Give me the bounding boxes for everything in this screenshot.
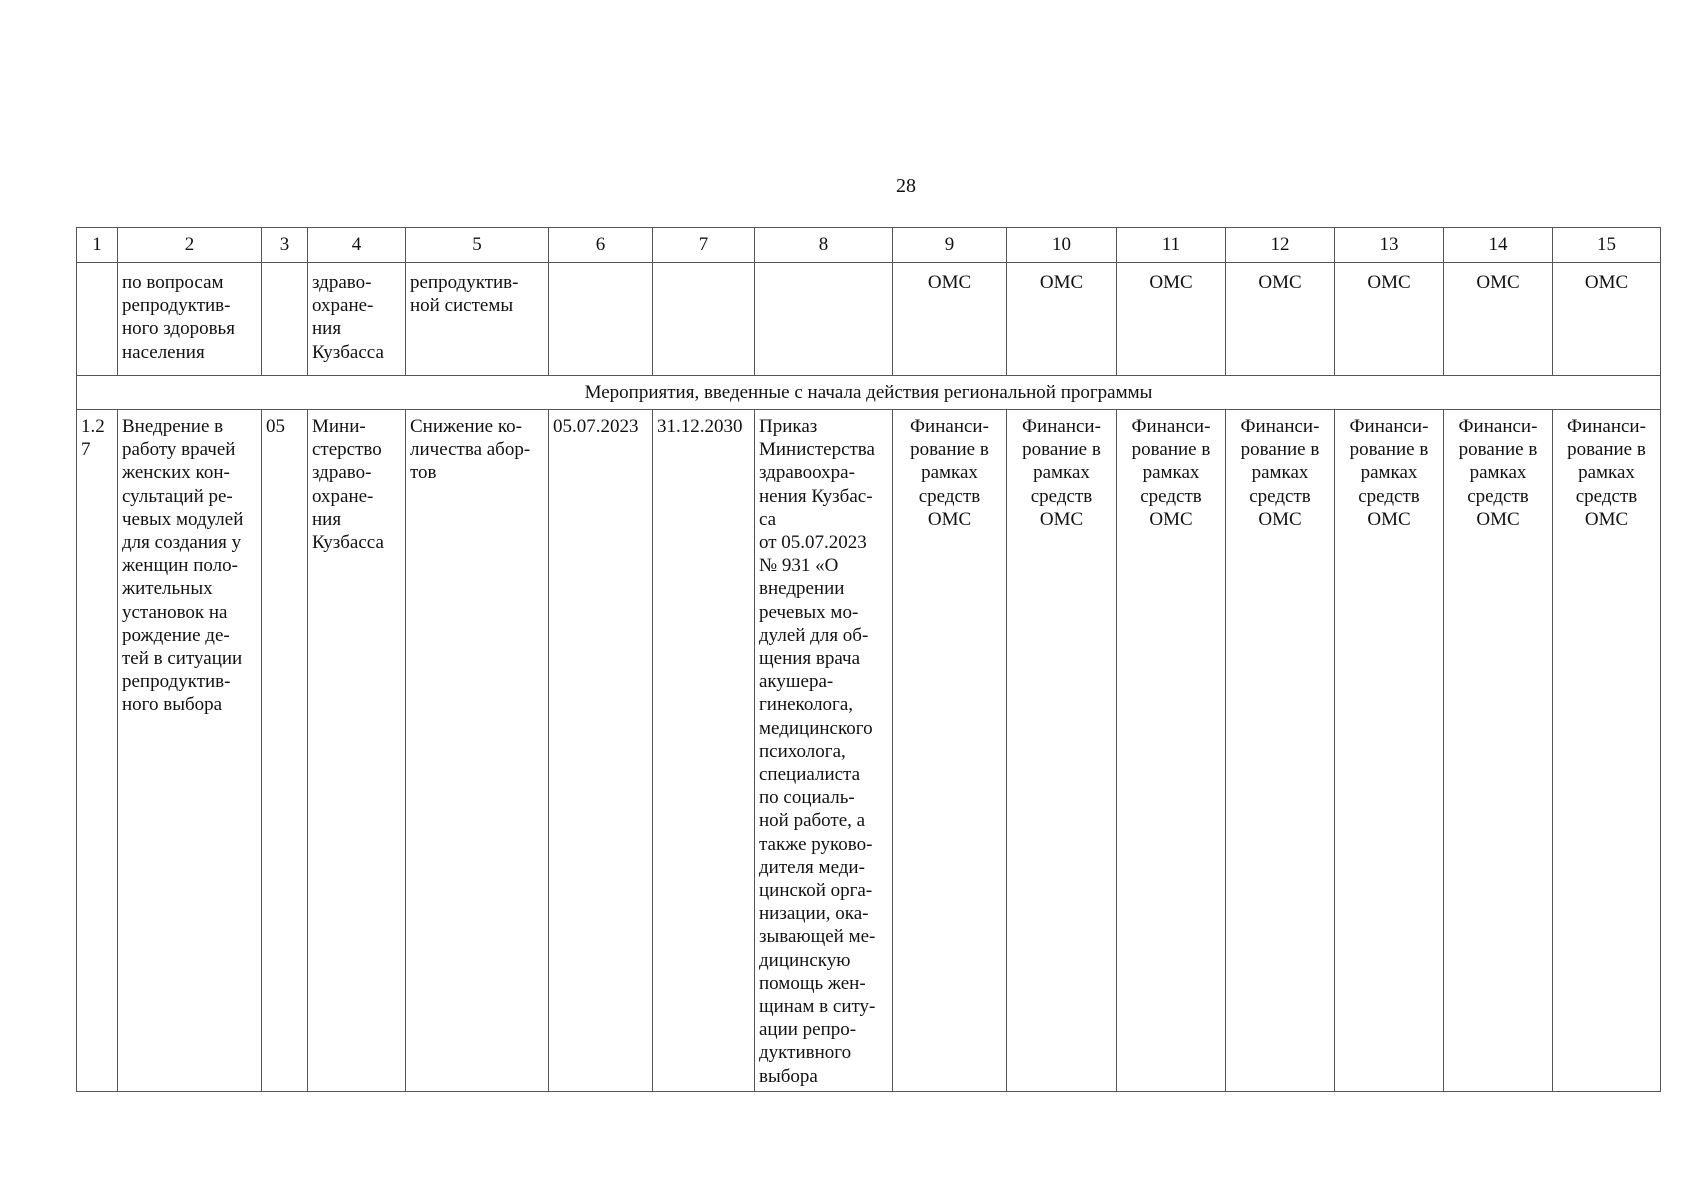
cell-activity-name: по вопросам репродуктив- ного здоровья населения xyxy=(118,263,262,376)
column-header: 11 xyxy=(1117,228,1226,263)
cell-result: репродуктив- ной системы xyxy=(406,263,549,376)
cell-end-date: 31.12.2030 xyxy=(653,410,755,1092)
cell-code: 05 xyxy=(262,410,308,1092)
cell-start-date xyxy=(549,263,653,376)
page-number: 28 xyxy=(896,175,916,197)
cell-activity-name: Внедрение в работу врачей женских кон- сультаций ре- чевых модулей для создания у женщин поло- жительных установок на рождение де- тей в ситуации репродуктив- ного выбора xyxy=(118,410,262,1092)
cell-code xyxy=(262,263,308,376)
column-header: 6 xyxy=(549,228,653,263)
cell-executor: Мини- стерство здраво- охране- ния Кузбасса xyxy=(308,410,406,1092)
column-header: 2 xyxy=(118,228,262,263)
column-header: 5 xyxy=(406,228,549,263)
cell-number xyxy=(77,263,118,376)
cell-document xyxy=(755,263,893,376)
cell-result: Снижение ко- личества абор- тов xyxy=(406,410,549,1092)
cell-executor: здраво- охране- ния Кузбасса xyxy=(308,263,406,376)
cell-funding: ОМС xyxy=(1335,263,1444,376)
cell-funding: Финанси- рование в рамках средств ОМС xyxy=(1117,410,1226,1092)
column-header: 14 xyxy=(1444,228,1553,263)
cell-document: Приказ Министерства здравоохра- нения Кузбас- са от 05.07.2023 № 931 «О внедрении речевых мо- дулей для об- щения врача акушера- гинеколога, медицинского психолога, специалиста по социаль- ной работе, а также руково- дителя меди- цинской орга- низации, ока- зывающей ме- дицинскую помощь жен- щинам в ситу- ации репро- дуктивного выбора xyxy=(755,410,893,1092)
column-header: 4 xyxy=(308,228,406,263)
cell-start-date: 05.07.2023 xyxy=(549,410,653,1092)
column-header: 10 xyxy=(1007,228,1117,263)
cell-number: 1.27 xyxy=(77,410,118,1092)
cell-funding: Финанси- рование в рамках средств ОМС xyxy=(1553,410,1661,1092)
column-header: 9 xyxy=(893,228,1007,263)
activities-table xyxy=(76,227,1661,1092)
column-header: 3 xyxy=(262,228,308,263)
cell-funding: Финанси- рование в рамках средств ОМС xyxy=(1226,410,1335,1092)
cell-funding: ОМС xyxy=(1117,263,1226,376)
column-number-row xyxy=(77,228,1661,263)
column-header: 13 xyxy=(1335,228,1444,263)
section-header-row xyxy=(77,376,1661,410)
table-row xyxy=(77,410,1661,1092)
cell-funding: ОМС xyxy=(1226,263,1335,376)
cell-end-date xyxy=(653,263,755,376)
cell-funding: Финанси- рование в рамках средств ОМС xyxy=(1007,410,1117,1092)
cell-funding: Финанси- рование в рамках средств ОМС xyxy=(1444,410,1553,1092)
column-header: 12 xyxy=(1226,228,1335,263)
continuation-row xyxy=(77,263,1661,376)
cell-funding: Финанси- рование в рамках средств ОМС xyxy=(893,410,1007,1092)
cell-funding: Финанси- рование в рамках средств ОМС xyxy=(1335,410,1444,1092)
cell-funding: ОМС xyxy=(1007,263,1117,376)
column-header: 8 xyxy=(755,228,893,263)
column-header: 15 xyxy=(1553,228,1661,263)
cell-funding: ОМС xyxy=(893,263,1007,376)
cell-funding: ОМС xyxy=(1444,263,1553,376)
column-header: 7 xyxy=(653,228,755,263)
column-header: 1 xyxy=(77,228,118,263)
section-title: Мероприятия, введенные с начала действия региональной программы xyxy=(77,376,1661,410)
cell-funding: ОМС xyxy=(1553,263,1661,376)
